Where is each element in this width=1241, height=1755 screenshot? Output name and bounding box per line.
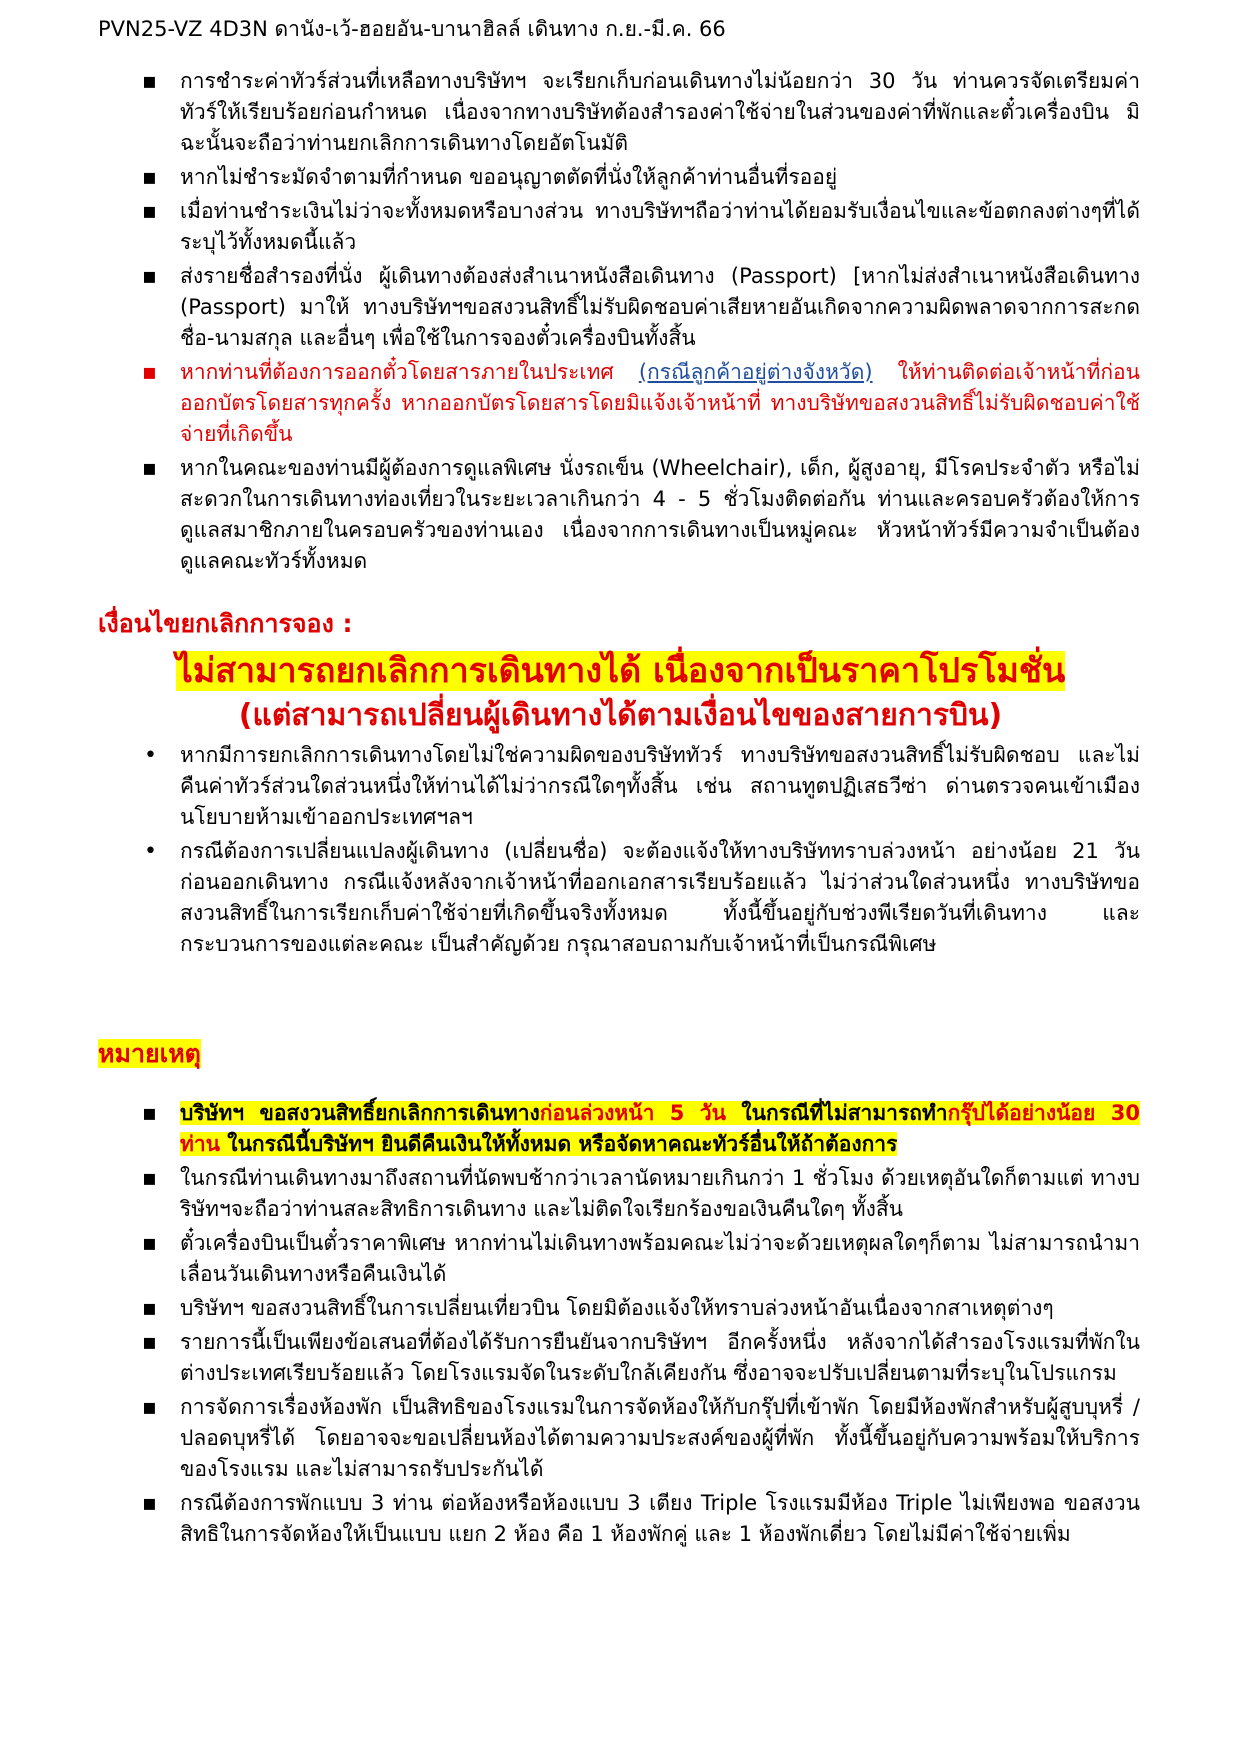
notes-list (180, 1098, 1140, 1553)
notes-title-text: หมายเหตุ (98, 1039, 201, 1068)
note1-text-e: ในกรณีนี้บริษัทฯ ยินดีคืนเงินให้ทั้งหมด หรือจัดหาคณะทัวร์อื่นให้ถ้าต้องการ (220, 1132, 898, 1156)
list-item: ▪ รายการนี้เป็นเพียงข้อเสนอที่ต้องได้รับการยืนยันจากบริษัทฯ อีกครั้งหนึ่ง หลังจากได้สำรองโรงแรมที่พักในต่างประเทศเรียบร้อยแล้ว โดยโรงแรมจัดในระดับใกล้เคียงกัน ซึ่งอาจจะปรับเปลี่ยนตามที่ระบุในโปรแกรม (180, 1327, 1140, 1389)
list-item: ▪ ส่งรายชื่อสำรองที่นั่ง ผู้เดินทางต้องส่งสำเนาหนังสือเดินทาง (Passport) [หากไม่ส่งสำเนาหนังสือเดินทาง (Passport) มาให้ ทางบริษัทฯขอสงวนสิทธิ์ไม่รับผิดชอบค่าเสียหายอันเกิดจากความผิดพลาดจากการสะกดชื่อ-นามสกุล และอื่นๆ เพื่อใช้ในการจองตั๋วเครื่องบินทั้งสิ้น (180, 261, 1140, 354)
note1-text-b: ก่อนล่วงหน้า 5 วัน (539, 1101, 726, 1125)
payment-terms-list (180, 66, 1140, 580)
list-item: ▪ การชำระค่าทัวร์ส่วนที่เหลือทางบริษัทฯ จะเรียกเก็บก่อนเดินทางไม่น้อยกว่า 30 วัน ท่านควรจัดเตรียมค่าทัวร์ให้เรียบร้อยก่อนกำหนด เนื่องจากทางบริษัทต้องสำรองค่าใช้จ่ายในส่วนของค่าที่พักและตั๋วเครื่องบิน มิฉะนั้นจะถือว่าท่านยกเลิกการเดินทางโดยอัตโนมัติ (180, 66, 1140, 159)
domestic-ticket-text: หากท่านที่ต้องการออกตั๋วโดยสารภายในประเทศ (180, 360, 639, 384)
provincial-customer-link[interactable]: (กรณีลูกค้าอยู่ต่างจังหวัด) (638, 360, 873, 384)
list-item: ▪ ตั๋วเครื่องบินเป็นตั๋วราคาพิเศษ หากท่านไม่เดินทางพร้อมคณะไม่ว่าจะด้วยเหตุผลใดๆก็ตาม ไม่สามารถนำมาเลื่อนวันเดินทางหรือคืนเงินได้ (180, 1228, 1140, 1290)
page-header: PVN25-VZ 4D3N ดานัง-เว้-ฮอยอัน-บานาฮิลล์ เดินทาง ก.ย.-มี.ค. 66 (98, 17, 726, 41)
list-item-cancel-policy (180, 1098, 1140, 1160)
list-item: • หากมีการยกเลิกการเดินทางโดยไม่ใช่ความผิดของบริษัททัวร์ ทางบริษัทขอสงวนสิทธิ์ไม่รับผิดชอบ และไม่คืนค่าทัวร์ส่วนใดส่วนหนึ่งให้ท่านได้ไม่ว่ากรณีใดๆทั้งสิ้น เช่น สถานทูตปฏิเสธวีซ่า ด่านตรวจคนเข้าเมือง นโยบายห้ามเข้าออกประเทศฯลฯ (180, 740, 1140, 833)
cancel-terms-list (180, 740, 1140, 963)
cancel-section-title: เงื่อนไขยกเลิกการจอง : (98, 609, 353, 638)
note1-text-c: ในกรณีที่ไม่สามารถทำ (725, 1101, 948, 1125)
domestic-ticket-text-cont: ให้ท่านติดต่อเจ้าหน้าที่ก่อนออกบัตรโดยสารทุกครั้ง หากออกบัตรโดยสารโดยมิแจ้งเจ้าหน้าที่ ทางบริษัทขอสงวนสิทธิ์ไม่รับผิดชอบค่าใช้จ่ายที่เกิดขึ้น (180, 360, 1140, 446)
list-item-domestic-ticket (180, 357, 1140, 450)
list-item: ▪ หากในคณะของท่านมีผู้ต้องการดูแลพิเศษ นั่งรถเข็น (Wheelchair), เด็ก, ผู้สูงอายุ, มีโรคประจำตัว หรือไม่สะดวกในการเดินทางท่องเที่ยวในระยะเวลาเกินกว่า 4 - 5 ชั่วโมงติดต่อกัน ท่านและครอบครัวต้องให้การดูแลสมาชิกภายในครอบครัวของท่านเอง เนื่องจากการเดินทางเป็นหมู่คณะ หัวหน้าทัวร์มีความจำเป็นต้องดูแลคณะทัวร์ทั้งหมด (180, 453, 1140, 577)
change-traveler-banner: (แต่สามารถเปลี่ยนผู้เดินทางได้ตามเงื่อนไขของสายการบิน) (238, 698, 1003, 733)
list-item: ▪ บริษัทฯ ขอสงวนสิทธิ์ในการเปลี่ยนเที่ยวบิน โดยมิต้องแจ้งให้ทราบล่วงหน้าอันเนื่องจากสาเหตุต่างๆ (180, 1293, 1140, 1324)
note1-text-d: กรุ๊ปได้อย่างน้อย 30 ท่าน (180, 1101, 1140, 1156)
list-item: • กรณีต้องการเปลี่ยนแปลงผู้เดินทาง (เปลี่ยนชื่อ) จะต้องแจ้งให้ทางบริษัททราบล่วงหน้า อย่างน้อย 21 วัน ก่อนออกเดินทาง กรณีแจ้งหลังจากเจ้าหน้าที่ออกเอกสารเรียบร้อยแล้ว ไม่ว่าส่วนใดส่วนหนึ่ง ทางบริษัทขอสงวนสิทธิ์ในการเรียกเก็บค่าใช้จ่ายที่เกิดขึ้นจริงทั้งหมด ทั้งนี้ขึ้นอยู่กับช่วงพีเรียดวันที่เดินทาง และกระบวนการของแต่ละคณะ เป็นสำคัญด้วย กรุณาสอบถามกับเจ้าหน้าที่เป็นกรณีพิเศษ (180, 836, 1140, 960)
list-item: ▪ เมื่อท่านชำระเงินไม่ว่าจะทั้งหมดหรือบางส่วน ทางบริษัทฯถือว่าท่านได้ยอมรับเงื่อนไขและข้อตกลงต่างๆที่ได้ระบุไว้ทั้งหมดนี้แล้ว (180, 196, 1140, 258)
list-item: ▪ การจัดการเรื่องห้องพัก เป็นสิทธิของโรงแรมในการจัดห้องให้กับกรุ๊ปที่เข้าพัก โดยมีห้องพักสำหรับผู้สูบบุหรี่ / ปลอดบุหรี่ได้ โดยอาจจะขอเปลี่ยนห้องได้ตามความประสงค์ของผู้ที่พัก ทั้งนี้ขึ้นอยู่กับความพร้อมให้บริการของโรงแรม และไม่สามารถรับประกันได้ (180, 1392, 1140, 1485)
list-item: ▪ ในกรณีท่านเดินทางมาถึงสถานที่นัดพบช้ากว่าเวลานัดหมายเกินกว่า 1 ชั่วโมง ด้วยเหตุอันใดก็ตามแต่ ทางบริษัทฯจะถือว่าท่านสละสิทธิการเดินทาง และไม่ติดใจเรียกร้องขอเงินคืนใดๆ ทั้งสิ้น (180, 1163, 1140, 1225)
no-cancel-banner (0, 648, 1241, 694)
no-cancel-banner-text: ไม่สามารถยกเลิกการเดินทางได้ เนื่องจากเป็นราคาโปรโมชั่น (175, 651, 1066, 691)
note1-text-a: บริษัทฯ ขอสงวนสิทธิ์ยกเลิกการเดินทาง (180, 1101, 540, 1125)
list-item: ▪ กรณีต้องการพักแบบ 3 ท่าน ต่อห้องหรือห้องแบบ 3 เตียง Triple โรงแรมมีห้อง Triple ไม่เพียงพอ ขอสงวนสิทธิในการจัดห้องให้เป็นแบบ แยก 2 ห้อง คือ 1 ห้องพักคู่ และ 1 ห้องพักเดี่ยว โดยไม่มีค่าใช้จ่ายเพิ่ม (180, 1488, 1140, 1550)
list-item: ▪ หากไม่ชำระมัดจำตามที่กำหนด ขออนุญาตตัดที่นั่งให้ลูกค้าท่านอื่นที่รออยู่ (180, 162, 1140, 193)
notes-section-title (98, 1036, 201, 1072)
